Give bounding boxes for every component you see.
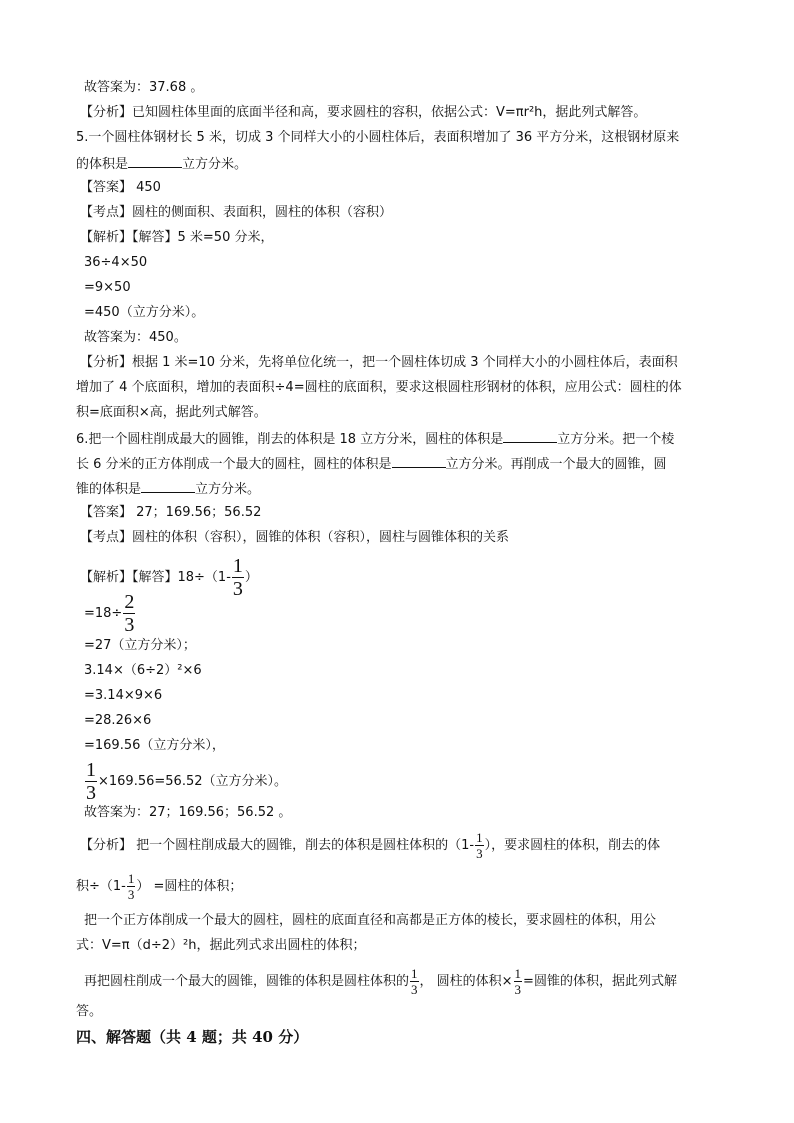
analysis-text: ） =圆柱的体积； xyxy=(136,879,243,894)
calc-line: 故答案为：450。 xyxy=(84,330,187,345)
calc-line: =28.26×6 xyxy=(84,713,152,728)
calc-line xyxy=(84,592,136,635)
answer-blank xyxy=(141,479,195,493)
calc-line: 36÷4×50 xyxy=(84,255,148,270)
analysis-6-line-1 xyxy=(80,830,660,862)
fraction-one-third: $\frac{1}{3}$ xyxy=(232,555,243,600)
fraction-one-third: $\frac{1}{3}$ xyxy=(411,966,418,997)
calc-text: ×169.56=56.52（立方分米）。 xyxy=(98,774,287,789)
analysis-text: ， 圆柱的体积× xyxy=(419,974,513,989)
question-text: 立方分米。 xyxy=(182,157,248,172)
calc-line: =9×50 xyxy=(84,280,131,295)
analysis-text: ），要求圆柱的体积，削去的体 xyxy=(484,838,661,853)
calc-line: =27（立方分米）； xyxy=(84,638,196,653)
analysis-6-line-4: 式：V=π（d÷2）²h，据此列式求出圆柱的体积； xyxy=(76,938,366,953)
analysis-5-line-2: 增加了 4 个底面积，增加的表面积÷4=圆柱的底面积，要求这根圆柱形钢材的体积，应用公式：圆柱的体 xyxy=(76,380,682,395)
fraction-one-third: $\frac{1}{3}$ xyxy=(476,830,483,861)
answer-line: 故答案为：37.68 。 xyxy=(84,80,204,95)
question-text: 6.把一个圆柱削成最大的圆锥，削去的体积是 18 立方分米，圆柱的体积是 xyxy=(76,432,504,447)
analysis-6-line-6: 答。 xyxy=(76,1004,103,1019)
answer-5: 【答案】 450 xyxy=(80,180,161,195)
analysis-text: 再把圆柱削成一个最大的圆锥，圆锥的体积是圆柱体积的 xyxy=(84,974,410,989)
calc-line: 3.14×（6÷2）²×6 xyxy=(84,663,202,678)
analysis-5-line-1: 【分析】根据 1 米=10 分米，先将单位化统一，把一个圆柱体切成 3 个同样大小的小圆柱体后，表面积 xyxy=(80,355,678,370)
question-text: 立方分米。把一个棱 xyxy=(557,432,675,447)
answer-6: 【答案】 27；169.56；56.52 xyxy=(80,505,262,520)
calc-line: =169.56（立方分米）， xyxy=(84,738,225,753)
analysis-6-line-3: 把一个正方体削成一个最大的圆柱，圆柱的底面直径和高都是正方体的棱长，要求圆柱的体积，用公 xyxy=(84,913,657,928)
solution-5: 【解析】【解答】5 米=50 分米， xyxy=(80,230,274,245)
analysis-text: 【分析】 把一个圆柱削成最大的圆锥，削去的体积是圆柱体积的（1- xyxy=(80,838,475,853)
topic-5: 【考点】圆柱的侧面积、表面积，圆柱的体积（容积） xyxy=(80,205,393,220)
question-text: 的体积是 xyxy=(76,157,129,172)
question-text: 长 6 分米的正方体削成一个最大的圆柱，圆柱的体积是 xyxy=(76,457,392,472)
analysis-6-line-5 xyxy=(84,966,677,998)
question-text: 立方分米。 xyxy=(195,482,261,497)
calc-text: =18÷ xyxy=(84,606,123,621)
answer-blank xyxy=(128,154,182,168)
calc-line: =3.14×9×6 xyxy=(84,688,163,703)
analysis-5-line-3: 积=底面积×高，据此列式解答。 xyxy=(76,405,267,420)
fraction-two-thirds: $\frac{2}{3}$ xyxy=(124,591,135,636)
question-5-line-1: 5.一个圆柱体钢材长 5 米，切成 3 个同样大小的小圆柱体后，表面积增加了 36 平方分米，这根钢材原来 xyxy=(76,130,680,145)
analysis-6-line-2 xyxy=(76,871,242,903)
question-text: 立方分米。再削成一个最大的圆锥，圆 xyxy=(445,457,667,472)
question-5-line-2 xyxy=(76,154,247,174)
question-6-line-1 xyxy=(76,429,674,449)
solution-text: ） xyxy=(244,570,258,585)
fraction-one-third: $\frac{1}{3}$ xyxy=(514,966,522,997)
fraction-one-third: $\frac{1}{3}$ xyxy=(86,759,96,804)
calc-line xyxy=(84,760,287,803)
analysis-text: 积÷（1- xyxy=(76,879,126,894)
calc-line: =450（立方分米）。 xyxy=(84,305,205,320)
question-6-line-2 xyxy=(76,454,667,474)
answer-blank xyxy=(392,454,446,468)
analysis-text: =圆锥的体积，据此列式解 xyxy=(523,974,677,989)
section-heading: 四、解答题（共 4 题；共 40 分） xyxy=(76,1028,309,1046)
solution-text: 【解析】【解答】18÷（1- xyxy=(80,570,231,585)
topic-6: 【考点】圆柱的体积（容积），圆锥的体积（容积），圆柱与圆锥体积的关系 xyxy=(80,530,510,545)
answer-blank xyxy=(503,429,557,443)
answer-line: 故答案为：27；169.56；56.52 。 xyxy=(84,805,292,820)
analysis-line: 【分析】已知圆柱体里面的底面半径和高，要求圆柱的容积，依据公式：V=πr²h，据此列式解答。 xyxy=(80,105,647,120)
question-text: 锥的体积是 xyxy=(76,482,142,497)
question-6-line-3 xyxy=(76,479,260,499)
fraction-one-third: $\frac{1}{3}$ xyxy=(127,871,135,902)
